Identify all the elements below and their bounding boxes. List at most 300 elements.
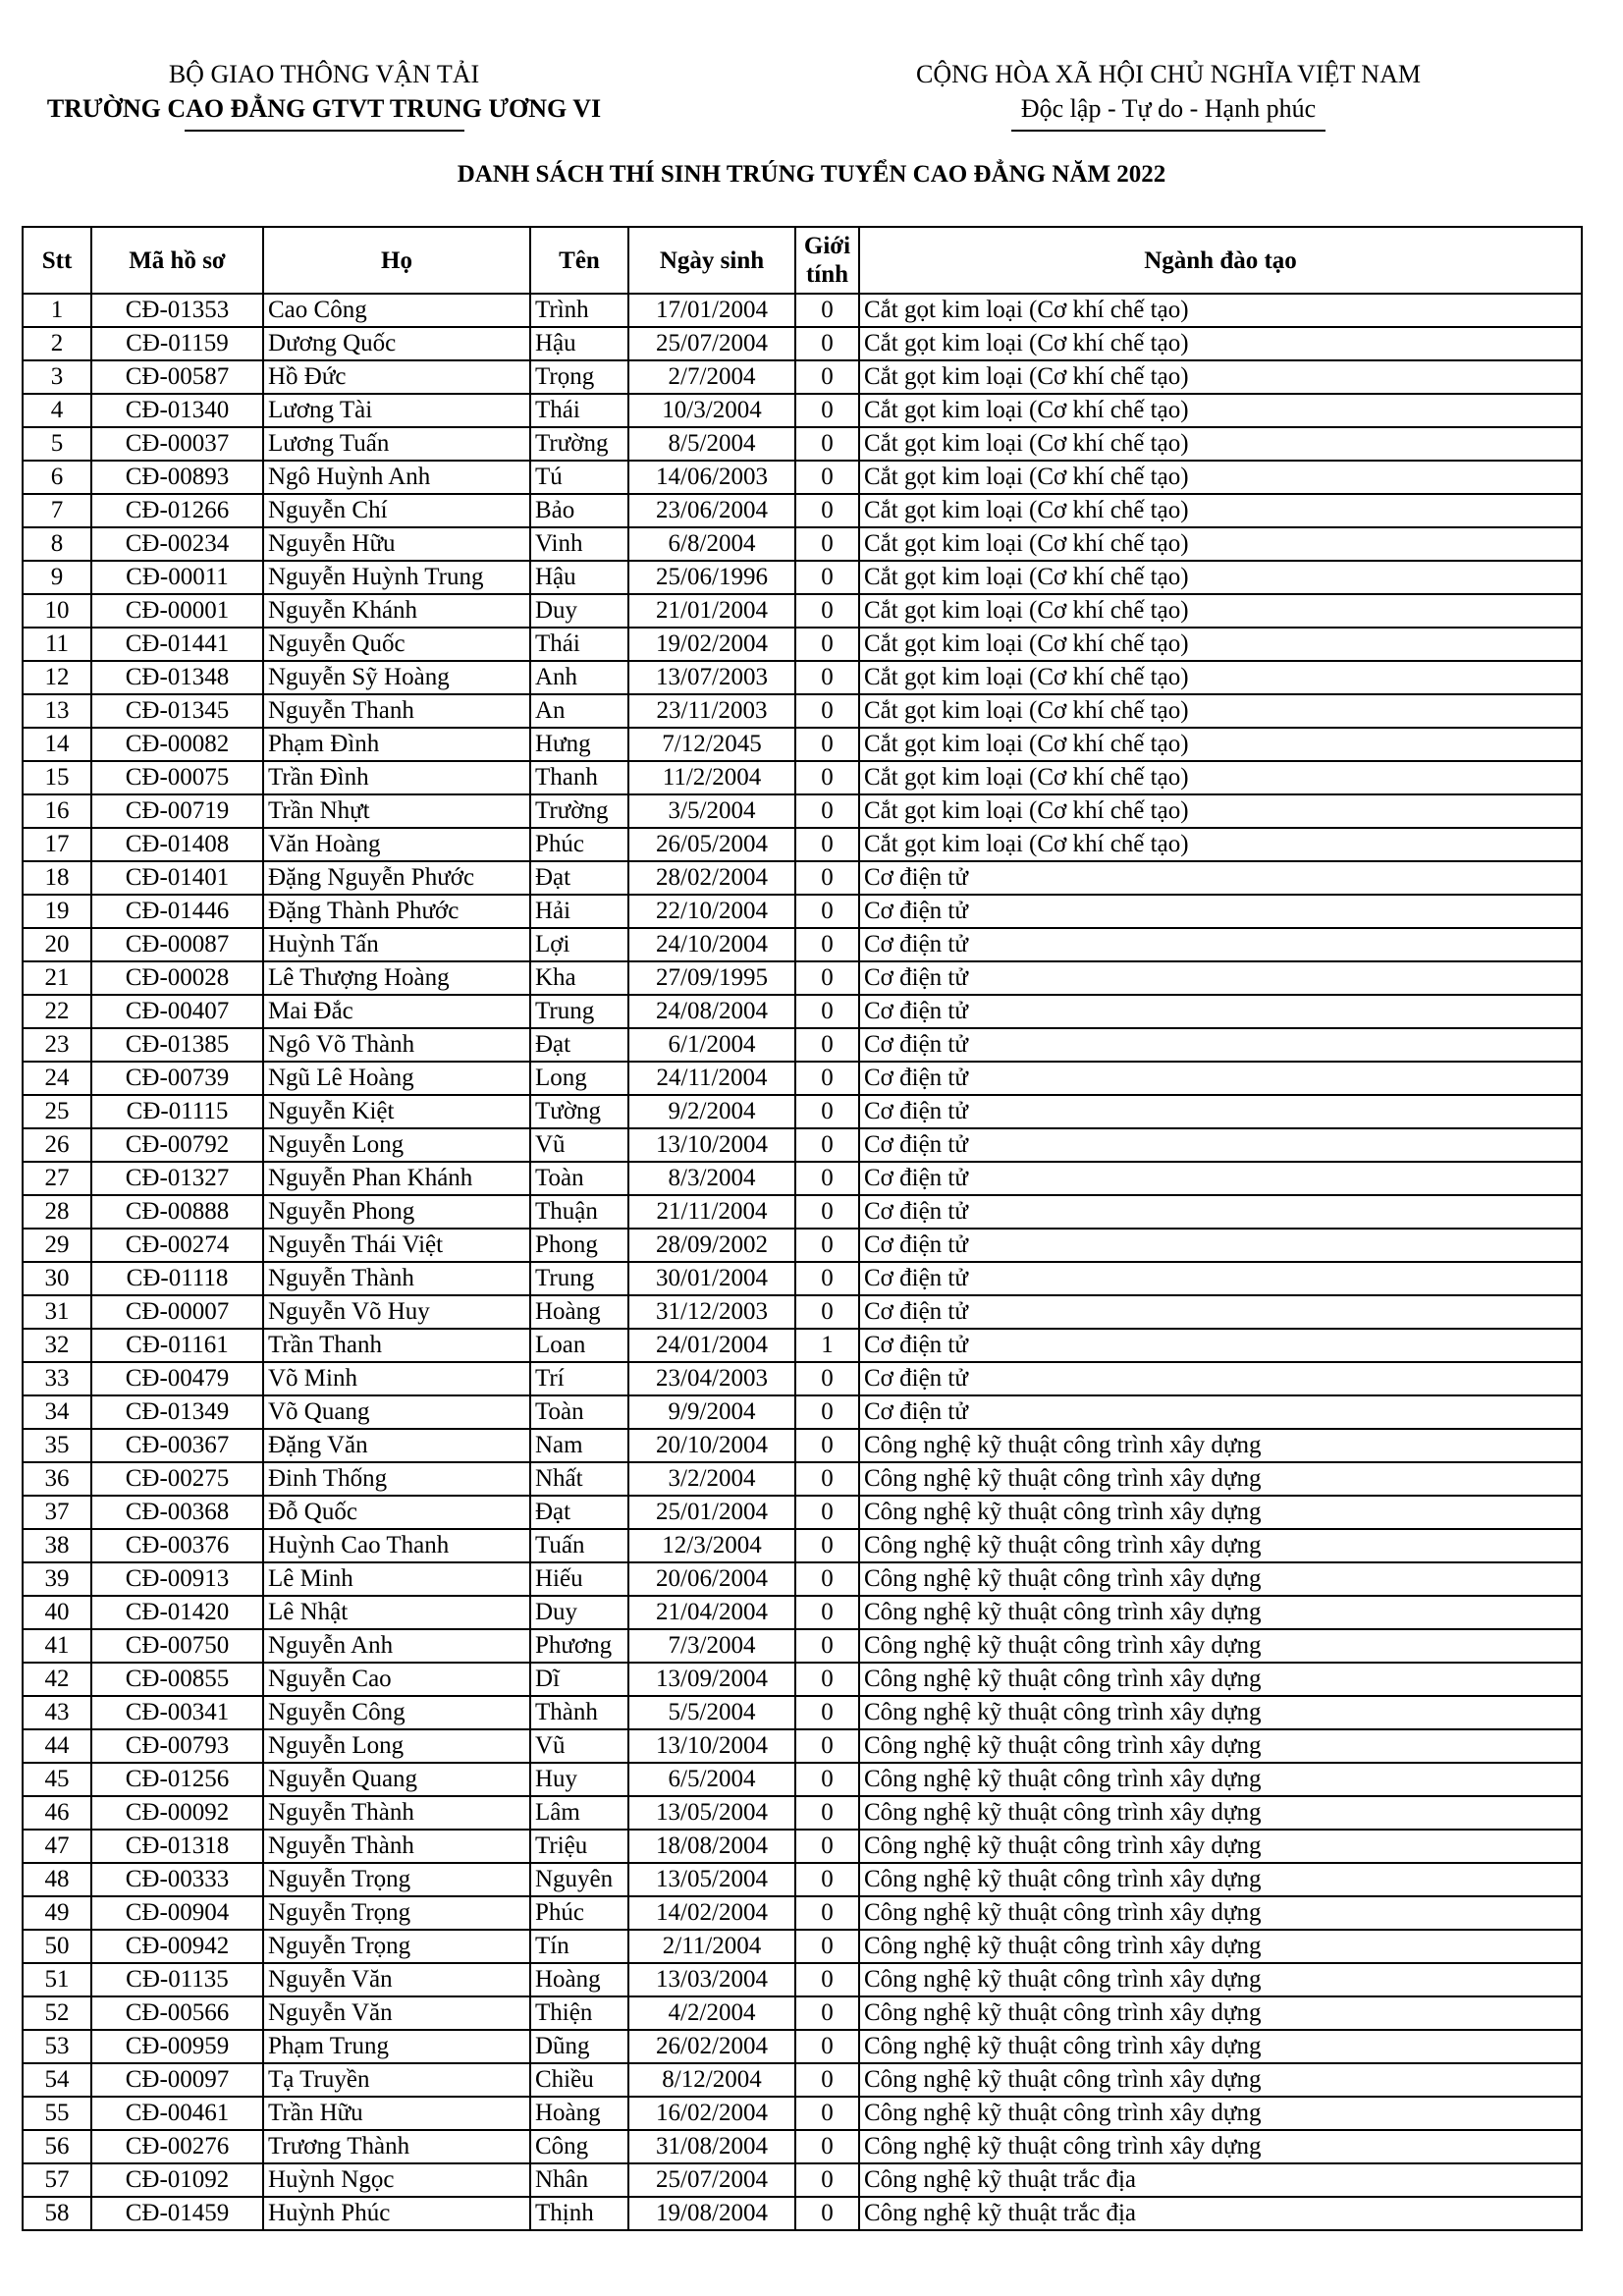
table-row	[23, 1796, 1582, 1830]
ngay-sinh-cell: 2/11/2004	[628, 1930, 795, 1963]
stt-cell: 56	[23, 2130, 91, 2163]
ngay-sinh-cell: 14/02/2004	[628, 1896, 795, 1930]
gioi-tinh-cell: 0	[795, 761, 859, 794]
gioi-tinh-cell: 0	[795, 661, 859, 694]
ten-cell: Công	[530, 2130, 628, 2163]
ngay-sinh-cell: 25/06/1996	[628, 561, 795, 594]
ho-cell: Đinh Thống	[263, 1462, 530, 1496]
ma-ho-so-cell: CĐ-00082	[91, 728, 263, 761]
stt-cell: 30	[23, 1262, 91, 1295]
ngay-sinh-cell: 31/12/2003	[628, 1295, 795, 1329]
ten-cell: Bảo	[530, 494, 628, 527]
nganh-dao-tao-cell: Công nghệ kỹ thuật công trình xây dựng	[859, 1863, 1582, 1896]
table-row	[23, 2063, 1582, 2097]
gioi-tinh-cell: 0	[795, 694, 859, 728]
gioi-tinh-cell: 0	[795, 294, 859, 327]
stt-cell: 31	[23, 1295, 91, 1329]
ten-cell: Tường	[530, 1095, 628, 1128]
ma-ho-so-cell: CĐ-00087	[91, 928, 263, 961]
table-row	[23, 794, 1582, 828]
table-row	[23, 1629, 1582, 1663]
gioi-tinh-cell: 0	[795, 1529, 859, 1562]
ngay-sinh-cell: 13/05/2004	[628, 1796, 795, 1830]
ngay-sinh-cell: 16/02/2004	[628, 2097, 795, 2130]
ten-cell: Trình	[530, 294, 628, 327]
gioi-tinh-cell: 0	[795, 1028, 859, 1062]
gioi-tinh-cell: 0	[795, 2030, 859, 2063]
ten-cell: Long	[530, 1062, 628, 1095]
ngay-sinh-cell: 20/06/2004	[628, 1562, 795, 1596]
ho-cell: Nguyễn Kiệt	[263, 1095, 530, 1128]
stt-cell: 27	[23, 1162, 91, 1195]
header-right	[884, 57, 1453, 132]
ten-cell: Huy	[530, 1763, 628, 1796]
stt-cell: 11	[23, 628, 91, 661]
ma-ho-so-cell: CĐ-00959	[91, 2030, 263, 2063]
page-title: DANH SÁCH THÍ SINH TRÚNG TUYỂN CAO ĐẲNG NĂM 2022	[457, 161, 1166, 188]
nganh-dao-tao-cell: Cơ điện tử	[859, 1162, 1582, 1195]
nganh-dao-tao-cell: Công nghệ kỹ thuật công trình xây dựng	[859, 2097, 1582, 2130]
ho-cell: Nguyễn Phan Khánh	[263, 1162, 530, 1195]
stt-cell: 40	[23, 1596, 91, 1629]
table-row	[23, 594, 1582, 628]
ho-cell: Nguyễn Quốc	[263, 628, 530, 661]
ma-ho-so-cell: CĐ-00097	[91, 2063, 263, 2097]
stt-cell: 10	[23, 594, 91, 628]
stt-cell: 25	[23, 1095, 91, 1128]
table-row	[23, 895, 1582, 928]
gioi-tinh-cell: 0	[795, 1729, 859, 1763]
ten-cell: Hiếu	[530, 1562, 628, 1596]
nganh-dao-tao-cell: Cắt gọt kim loại (Cơ khí chế tạo)	[859, 294, 1582, 327]
gioi-tinh-cell: 0	[795, 1896, 859, 1930]
table-row	[23, 494, 1582, 527]
ma-ho-so-cell: CĐ-01459	[91, 2197, 263, 2230]
ho-cell: Nguyễn Trọng	[263, 1863, 530, 1896]
nganh-dao-tao-cell: Cơ điện tử	[859, 995, 1582, 1028]
ma-ho-so-cell: CĐ-00075	[91, 761, 263, 794]
ma-ho-so-cell: CĐ-00333	[91, 1863, 263, 1896]
gioi-tinh-cell: 0	[795, 1930, 859, 1963]
ngay-sinh-cell: 24/11/2004	[628, 1062, 795, 1095]
ten-cell: Tú	[530, 461, 628, 494]
ten-cell: Tín	[530, 1930, 628, 1963]
col-header-ngay-sinh: Ngày sinh	[628, 227, 795, 294]
ten-cell: Thái	[530, 628, 628, 661]
gioi-tinh-cell: 0	[795, 2130, 859, 2163]
table-row	[23, 728, 1582, 761]
ngay-sinh-cell: 3/5/2004	[628, 794, 795, 828]
ma-ho-so-cell: CĐ-01348	[91, 661, 263, 694]
ma-ho-so-cell: CĐ-01256	[91, 1763, 263, 1796]
table-row	[23, 1028, 1582, 1062]
ten-cell: Thành	[530, 1696, 628, 1729]
table-row	[23, 1830, 1582, 1863]
table-row	[23, 828, 1582, 861]
col-header-ho: Họ	[263, 227, 530, 294]
stt-cell: 16	[23, 794, 91, 828]
nganh-dao-tao-cell: Công nghệ kỹ thuật công trình xây dựng	[859, 1763, 1582, 1796]
ma-ho-so-cell: CĐ-01159	[91, 327, 263, 360]
ngay-sinh-cell: 13/09/2004	[628, 1663, 795, 1696]
ngay-sinh-cell: 25/07/2004	[628, 327, 795, 360]
ten-cell: Vinh	[530, 527, 628, 561]
ten-cell: Đạt	[530, 1496, 628, 1529]
gioi-tinh-cell: 0	[795, 1462, 859, 1496]
table-row	[23, 1529, 1582, 1562]
gioi-tinh-cell: 0	[795, 1128, 859, 1162]
ngay-sinh-cell: 2/7/2004	[628, 360, 795, 394]
ho-cell: Nguyễn Sỹ Hoàng	[263, 661, 530, 694]
stt-cell: 20	[23, 928, 91, 961]
gioi-tinh-cell: 0	[795, 1262, 859, 1295]
ngay-sinh-cell: 30/01/2004	[628, 1262, 795, 1295]
stt-cell: 6	[23, 461, 91, 494]
ngay-sinh-cell: 13/10/2004	[628, 1729, 795, 1763]
nganh-dao-tao-cell: Cơ điện tử	[859, 861, 1582, 895]
ngay-sinh-cell: 28/02/2004	[628, 861, 795, 895]
ho-cell: Nguyễn Phong	[263, 1195, 530, 1229]
ho-cell: Trương Thành	[263, 2130, 530, 2163]
ma-ho-so-cell: CĐ-01318	[91, 1830, 263, 1863]
col-header-gioi-tinh: Giới tính	[795, 227, 859, 294]
ma-ho-so-cell: CĐ-00587	[91, 360, 263, 394]
ngay-sinh-cell: 31/08/2004	[628, 2130, 795, 2163]
table-header-row	[23, 227, 1582, 294]
nganh-dao-tao-cell: Cắt gọt kim loại (Cơ khí chế tạo)	[859, 394, 1582, 427]
table-row	[23, 1162, 1582, 1195]
ma-ho-so-cell: CĐ-00275	[91, 1462, 263, 1496]
ten-cell: Toàn	[530, 1162, 628, 1195]
gioi-tinh-cell: 0	[795, 427, 859, 461]
ten-cell: Phong	[530, 1229, 628, 1262]
stt-cell: 1	[23, 294, 91, 327]
nganh-dao-tao-cell: Công nghệ kỹ thuật công trình xây dựng	[859, 1429, 1582, 1462]
table-row	[23, 2197, 1582, 2230]
ho-cell: Đặng Nguyễn Phước	[263, 861, 530, 895]
nganh-dao-tao-cell: Công nghệ kỹ thuật công trình xây dựng	[859, 1729, 1582, 1763]
ho-cell: Nguyễn Huỳnh Trung	[263, 561, 530, 594]
table-row	[23, 1195, 1582, 1229]
ngay-sinh-cell: 22/10/2004	[628, 895, 795, 928]
stt-cell: 38	[23, 1529, 91, 1562]
ho-cell: Nguyễn Khánh	[263, 594, 530, 628]
ho-cell: Nguyễn Cao	[263, 1663, 530, 1696]
motto: Độc lập - Tự do - Hạnh phúc	[1020, 94, 1317, 123]
ho-cell: Võ Minh	[263, 1362, 530, 1395]
ten-cell: Lâm	[530, 1796, 628, 1830]
gioi-tinh-cell: 0	[795, 1663, 859, 1696]
ngay-sinh-cell: 23/04/2003	[628, 1362, 795, 1395]
ngay-sinh-cell: 6/1/2004	[628, 1028, 795, 1062]
ten-cell: Hậu	[530, 327, 628, 360]
ten-cell: Thiện	[530, 1996, 628, 2030]
stt-cell: 29	[23, 1229, 91, 1262]
ngay-sinh-cell: 13/10/2004	[628, 1128, 795, 1162]
ten-cell: Toàn	[530, 1395, 628, 1429]
stt-cell: 4	[23, 394, 91, 427]
ten-cell: Phương	[530, 1629, 628, 1663]
ngay-sinh-cell: 3/2/2004	[628, 1462, 795, 1496]
ma-ho-so-cell: CĐ-01345	[91, 694, 263, 728]
ho-cell: Nguyễn Văn	[263, 1996, 530, 2030]
ho-cell: Lương Tuấn	[263, 427, 530, 461]
ten-cell: Kha	[530, 961, 628, 995]
gioi-tinh-cell: 0	[795, 1562, 859, 1596]
ho-cell: Nguyễn Hữu	[263, 527, 530, 561]
ma-ho-so-cell: CĐ-01115	[91, 1095, 263, 1128]
ten-cell: Nam	[530, 1429, 628, 1462]
table-row	[23, 2163, 1582, 2197]
ho-cell: Nguyễn Chí	[263, 494, 530, 527]
stt-cell: 9	[23, 561, 91, 594]
stt-cell: 43	[23, 1696, 91, 1729]
ma-ho-so-cell: CĐ-00792	[91, 1128, 263, 1162]
header-left	[20, 57, 628, 132]
ma-ho-so-cell: CĐ-01385	[91, 1028, 263, 1062]
ngay-sinh-cell: 17/01/2004	[628, 294, 795, 327]
school-name: TRƯỜNG CAO ĐẲNG GTVT TRUNG ƯƠNG VI	[46, 94, 602, 123]
ngay-sinh-cell: 21/04/2004	[628, 1596, 795, 1629]
gioi-tinh-cell: 0	[795, 2063, 859, 2097]
table-row	[23, 694, 1582, 728]
ma-ho-so-cell: CĐ-01420	[91, 1596, 263, 1629]
col-header-ma-ho-so: Mã hồ sơ	[91, 227, 263, 294]
gioi-tinh-cell: 0	[795, 1195, 859, 1229]
table-row	[23, 861, 1582, 895]
nganh-dao-tao-cell: Công nghệ kỹ thuật công trình xây dựng	[859, 1896, 1582, 1930]
ma-ho-so-cell: CĐ-00028	[91, 961, 263, 995]
ngay-sinh-cell: 14/06/2003	[628, 461, 795, 494]
table-row	[23, 1596, 1582, 1629]
nganh-dao-tao-cell: Cắt gọt kim loại (Cơ khí chế tạo)	[859, 494, 1582, 527]
ma-ho-so-cell: CĐ-00368	[91, 1496, 263, 1529]
ministry-name: BỘ GIAO THÔNG VẬN TẢI	[168, 60, 480, 88]
table-row	[23, 1429, 1582, 1462]
ho-cell: Tạ Truyền	[263, 2063, 530, 2097]
nganh-dao-tao-cell: Cắt gọt kim loại (Cơ khí chế tạo)	[859, 694, 1582, 728]
ho-cell: Trần Đình	[263, 761, 530, 794]
gioi-tinh-cell: 0	[795, 794, 859, 828]
ma-ho-so-cell: CĐ-00893	[91, 461, 263, 494]
stt-cell: 48	[23, 1863, 91, 1896]
nganh-dao-tao-cell: Cắt gọt kim loại (Cơ khí chế tạo)	[859, 461, 1582, 494]
nganh-dao-tao-cell: Cơ điện tử	[859, 1262, 1582, 1295]
ngay-sinh-cell: 24/08/2004	[628, 995, 795, 1028]
gioi-tinh-cell: 0	[795, 828, 859, 861]
ten-cell: Phúc	[530, 1896, 628, 1930]
gioi-tinh-cell: 0	[795, 1596, 859, 1629]
gioi-tinh-cell: 0	[795, 1696, 859, 1729]
ma-ho-so-cell: CĐ-01353	[91, 294, 263, 327]
gioi-tinh-cell: 0	[795, 527, 859, 561]
ngay-sinh-cell: 6/8/2004	[628, 527, 795, 561]
stt-cell: 24	[23, 1062, 91, 1095]
nganh-dao-tao-cell: Công nghệ kỹ thuật công trình xây dựng	[859, 1996, 1582, 2030]
nganh-dao-tao-cell: Cơ điện tử	[859, 1195, 1582, 1229]
ma-ho-so-cell: CĐ-01118	[91, 1262, 263, 1295]
ten-cell: Loan	[530, 1329, 628, 1362]
nganh-dao-tao-cell: Cơ điện tử	[859, 1128, 1582, 1162]
ho-cell: Nguyễn Trọng	[263, 1930, 530, 1963]
ngay-sinh-cell: 25/07/2004	[628, 2163, 795, 2197]
ten-cell: Đạt	[530, 1028, 628, 1062]
ngay-sinh-cell: 10/3/2004	[628, 394, 795, 427]
table-row	[23, 761, 1582, 794]
ho-cell: Lê Nhật	[263, 1596, 530, 1629]
ho-cell: Lê Thượng Hoàng	[263, 961, 530, 995]
ho-cell: Nguyễn Võ Huy	[263, 1295, 530, 1329]
ma-ho-so-cell: CĐ-00234	[91, 527, 263, 561]
nganh-dao-tao-cell: Công nghệ kỹ thuật công trình xây dựng	[859, 1496, 1582, 1529]
table-row	[23, 1763, 1582, 1796]
ho-cell: Dương Quốc	[263, 327, 530, 360]
ho-cell: Lương Tài	[263, 394, 530, 427]
table-row	[23, 1562, 1582, 1596]
nganh-dao-tao-cell: Công nghệ kỹ thuật công trình xây dựng	[859, 1963, 1582, 1996]
ma-ho-so-cell: CĐ-00376	[91, 1529, 263, 1562]
ten-cell: Chiều	[530, 2063, 628, 2097]
ten-cell: Thịnh	[530, 2197, 628, 2230]
table-row	[23, 1062, 1582, 1095]
ten-cell: Tuấn	[530, 1529, 628, 1562]
ten-cell: An	[530, 694, 628, 728]
table-row	[23, 1930, 1582, 1963]
ten-cell: Hoàng	[530, 1963, 628, 1996]
ngay-sinh-cell: 5/5/2004	[628, 1696, 795, 1729]
ngay-sinh-cell: 25/01/2004	[628, 1496, 795, 1529]
ma-ho-so-cell: CĐ-00855	[91, 1663, 263, 1696]
gioi-tinh-cell: 0	[795, 1830, 859, 1863]
ma-ho-so-cell: CĐ-00739	[91, 1062, 263, 1095]
ma-ho-so-cell: CĐ-00001	[91, 594, 263, 628]
ma-ho-so-cell: CĐ-01092	[91, 2163, 263, 2197]
ten-cell: Thái	[530, 394, 628, 427]
stt-cell: 37	[23, 1496, 91, 1529]
table-row	[23, 1229, 1582, 1262]
gioi-tinh-cell: 0	[795, 2097, 859, 2130]
nganh-dao-tao-cell: Công nghệ kỹ thuật công trình xây dựng	[859, 1596, 1582, 1629]
table-row	[23, 1729, 1582, 1763]
stt-cell: 49	[23, 1896, 91, 1930]
table-row	[23, 294, 1582, 327]
ngay-sinh-cell: 13/03/2004	[628, 1963, 795, 1996]
table-row	[23, 394, 1582, 427]
gioi-tinh-cell: 0	[795, 1496, 859, 1529]
ten-cell: Đạt	[530, 861, 628, 895]
stt-cell: 19	[23, 895, 91, 928]
nganh-dao-tao-cell: Cắt gọt kim loại (Cơ khí chế tạo)	[859, 561, 1582, 594]
stt-cell: 12	[23, 661, 91, 694]
gioi-tinh-cell: 0	[795, 1395, 859, 1429]
stt-cell: 53	[23, 2030, 91, 2063]
stt-cell: 55	[23, 2097, 91, 2130]
ho-cell: Nguyễn Thành	[263, 1262, 530, 1295]
nganh-dao-tao-cell: Cắt gọt kim loại (Cơ khí chế tạo)	[859, 661, 1582, 694]
table-row	[23, 427, 1582, 461]
ten-cell: Hoàng	[530, 2097, 628, 2130]
gioi-tinh-cell: 0	[795, 628, 859, 661]
ten-cell: Hải	[530, 895, 628, 928]
ho-cell: Văn Hoàng	[263, 828, 530, 861]
stt-cell: 46	[23, 1796, 91, 1830]
nganh-dao-tao-cell: Cơ điện tử	[859, 1329, 1582, 1362]
nganh-dao-tao-cell: Cắt gọt kim loại (Cơ khí chế tạo)	[859, 327, 1582, 360]
nganh-dao-tao-cell: Cơ điện tử	[859, 895, 1582, 928]
stt-cell: 39	[23, 1562, 91, 1596]
gioi-tinh-cell: 0	[795, 1362, 859, 1395]
ho-cell: Huỳnh Ngọc	[263, 2163, 530, 2197]
table-row	[23, 1863, 1582, 1896]
ten-cell: Phúc	[530, 828, 628, 861]
ho-cell: Nguyễn Thái Việt	[263, 1229, 530, 1262]
ma-ho-so-cell: CĐ-00461	[91, 2097, 263, 2130]
ho-cell: Nguyễn Công	[263, 1696, 530, 1729]
ngay-sinh-cell: 8/3/2004	[628, 1162, 795, 1195]
ma-ho-so-cell: CĐ-00092	[91, 1796, 263, 1830]
stt-cell: 45	[23, 1763, 91, 1796]
ngay-sinh-cell: 9/9/2004	[628, 1395, 795, 1429]
nganh-dao-tao-cell: Cơ điện tử	[859, 961, 1582, 995]
table-row	[23, 1362, 1582, 1395]
nganh-dao-tao-cell: Cơ điện tử	[859, 1362, 1582, 1395]
gioi-tinh-cell: 0	[795, 327, 859, 360]
ma-ho-so-cell: CĐ-01441	[91, 628, 263, 661]
ten-cell: Hưng	[530, 728, 628, 761]
nganh-dao-tao-cell: Công nghệ kỹ thuật công trình xây dựng	[859, 1529, 1582, 1562]
ho-cell: Đỗ Quốc	[263, 1496, 530, 1529]
gioi-tinh-cell: 0	[795, 461, 859, 494]
nganh-dao-tao-cell: Cơ điện tử	[859, 1028, 1582, 1062]
ho-cell: Trần Hữu	[263, 2097, 530, 2130]
nganh-dao-tao-cell: Cắt gọt kim loại (Cơ khí chế tạo)	[859, 628, 1582, 661]
ten-cell: Trường	[530, 794, 628, 828]
stt-cell: 22	[23, 995, 91, 1028]
ma-ho-so-cell: CĐ-01401	[91, 861, 263, 895]
table-row	[23, 1896, 1582, 1930]
nganh-dao-tao-cell: Cắt gọt kim loại (Cơ khí chế tạo)	[859, 594, 1582, 628]
country-name: CỘNG HÒA XÃ HỘI CHỦ NGHĨA VIỆT NAM	[916, 60, 1421, 88]
ngay-sinh-cell: 23/06/2004	[628, 494, 795, 527]
ten-cell: Trọng	[530, 360, 628, 394]
table-row	[23, 527, 1582, 561]
stt-cell: 8	[23, 527, 91, 561]
ho-cell: Nguyễn Trọng	[263, 1896, 530, 1930]
nganh-dao-tao-cell: Cắt gọt kim loại (Cơ khí chế tạo)	[859, 761, 1582, 794]
stt-cell: 5	[23, 427, 91, 461]
stt-cell: 51	[23, 1963, 91, 1996]
ma-ho-so-cell: CĐ-01349	[91, 1395, 263, 1429]
ho-cell: Võ Quang	[263, 1395, 530, 1429]
table-row	[23, 628, 1582, 661]
stt-cell: 7	[23, 494, 91, 527]
stt-cell: 44	[23, 1729, 91, 1763]
ten-cell: Hoàng	[530, 1295, 628, 1329]
ho-cell: Phạm Đình	[263, 728, 530, 761]
ngay-sinh-cell: 24/10/2004	[628, 928, 795, 961]
table-row	[23, 1295, 1582, 1329]
ten-cell: Thuận	[530, 1195, 628, 1229]
ma-ho-so-cell: CĐ-00341	[91, 1696, 263, 1729]
ten-cell: Lợi	[530, 928, 628, 961]
gioi-tinh-cell: 0	[795, 1863, 859, 1896]
stt-cell: 36	[23, 1462, 91, 1496]
stt-cell: 15	[23, 761, 91, 794]
ho-cell: Mai Đắc	[263, 995, 530, 1028]
ma-ho-so-cell: CĐ-00007	[91, 1295, 263, 1329]
nganh-dao-tao-cell: Công nghệ kỹ thuật công trình xây dựng	[859, 1930, 1582, 1963]
ngay-sinh-cell: 24/01/2004	[628, 1329, 795, 1362]
